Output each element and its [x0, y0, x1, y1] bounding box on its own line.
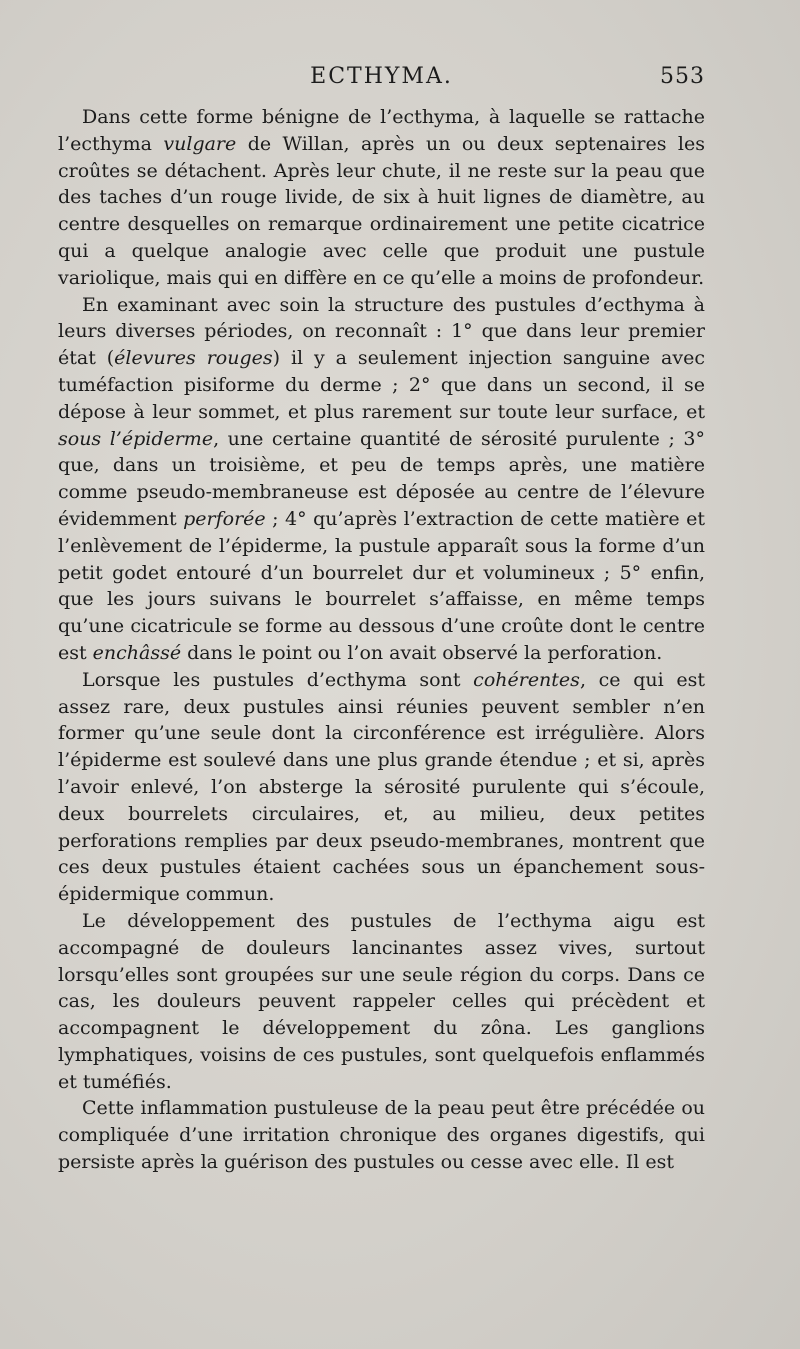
text-run: Dans cette forme bénigne de l’ecthyma, à laquelle se rattache l’ecthyma [58, 106, 705, 155]
page-number: 553 [660, 64, 705, 89]
italic-term: perforée [183, 507, 266, 530]
text-run: dans le point ou l’on avait observé la perforation. [181, 641, 663, 664]
text-run: En examinant avec soin la structure des pustules d’ecthyma à leurs diverses périodes, on reconnaît : 1° que dans leur premier état ( [58, 293, 705, 370]
text-run: ) il y a seulement injection sanguine avec tuméfaction pisiforme du derme ; 2° que dans un second, il se dépose à leur sommet, et plus rarement sur toute leur surface, et [58, 347, 705, 423]
paragraph [58, 667, 705, 908]
paragraph [58, 908, 705, 1096]
paragraph [58, 104, 705, 292]
running-title: ECTHYMA. [310, 64, 453, 89]
paragraph [58, 1095, 705, 1175]
text-run: Le développement des pustules de l’ecthyma aigu est accompagné de douleurs lancinantes assez vives, surtout lorsqu’elles sont groupées sur une seule région du corps. Dans ce cas, les douleurs peuvent rappeler celles qui précèdent et accompagnent le développement du zôna. Les ganglions lymphatiques, voisins de ces pustules, sont quelquefois enflammés et tuméfiés. [58, 909, 705, 1093]
text-run: Lorsque les pustules d’ecthyma sont [82, 668, 474, 691]
italic-term: élevures rouges [114, 347, 273, 370]
text-run: , ce qui est assez rare, deux pustules ainsi réunies peuvent sembler n’en former qu’une seule dont la circonférence est irrégulière. Alors l’épiderme est soulevé dans une plus grande étendue ; et si, après l’avoir enlevé, l’on absterge la sérosité purulente qui s’écoule, deux bourrelets circulaires, et, au milieu, deux petites perforations remplies par deux pseudo-membranes, montrent que ces deux pustules étaient cachées sous un épanchement sous-épidermique commun. [58, 668, 705, 906]
text-run: Cette inflammation pustuleuse de la peau peut être précédée ou compliquée d’une irritation chronique des organes digestifs, qui persiste après la guérison des pustules ou cesse avec elle. Il est [58, 1097, 705, 1174]
italic-term: sous l’épiderme [58, 427, 214, 450]
text-run: , une certaine quantité de sérosité purulente ; 3° que, dans un troisième, et peu de temps après, une matière comme pseudo-membraneuse est déposée au centre de l’élevure évidemment [58, 427, 705, 530]
page-header [58, 64, 705, 100]
text-run: de Willan, après un ou deux septenaires les croûtes se détachent. Après leur chute, il ne reste sur la peau que des taches d’un rouge livide, de six à huit lignes de diamètre, au centre desquelles on remarque ordinairement une petite cicatrice qui a quelque analogie avec celle que produit une pustule variolique, mais qui en diffère en ce qu’elle a moins de profondeur. [58, 132, 706, 289]
body-text [58, 104, 705, 1176]
italic-term: enchâssé [92, 641, 182, 664]
italic-term: cohérentes [473, 668, 580, 691]
italic-term: vulgare [163, 132, 237, 155]
text-run: ; 4° qu’après l’extraction de cette matière et l’enlèvement de l’épiderme, la pustule apparaît sous la forme d’un petit godet entouré d’un bourrelet dur et volumineux ; 5° enfin, que les jours suivans le bourrelet s’affaisse, en même temps qu’une cicatricule se forme au dessous d’une croûte dont le centre est [58, 507, 705, 664]
paragraph [58, 292, 705, 667]
